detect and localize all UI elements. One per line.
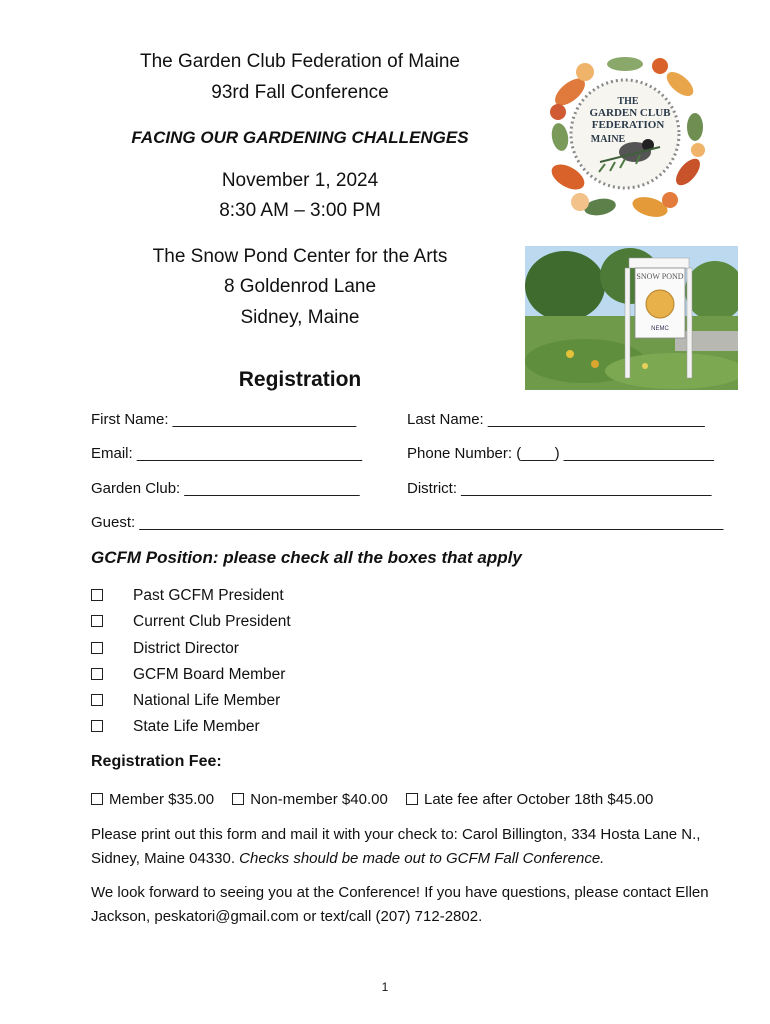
position-option-district-director[interactable] (91, 640, 239, 658)
position-label: GCFM Board Member (133, 666, 286, 683)
checkbox-icon[interactable] (91, 589, 103, 601)
fee-non-member-label: Non-member $40.00 (250, 791, 388, 808)
position-option-board-member[interactable] (91, 666, 285, 684)
checkbox-icon[interactable] (91, 694, 103, 706)
org-name: The Garden Club Federation of Maine (139, 51, 460, 72)
checkbox-icon[interactable] (91, 793, 103, 805)
checkbox-icon[interactable] (406, 793, 418, 805)
fee-late-label: Late fee after October 18th $45.00 (423, 791, 654, 808)
mail-text: Please print out this form and mail it with your check to: Carol Billington, 334 Hosta Lane N., Sidney, Maine 04330. (91, 826, 701, 867)
venue-street: 8 Goldenrod Lane (223, 276, 377, 297)
registration-fee-heading: Registration Fee: (91, 753, 222, 770)
position-label: State Life Member (133, 718, 260, 735)
checkbox-icon[interactable] (232, 793, 244, 805)
registration-title: Registration (238, 368, 362, 391)
position-heading: GCFM Position: please check all the boxes that apply (91, 548, 522, 567)
fee-option-late[interactable] (406, 791, 653, 808)
checkbox-icon[interactable] (91, 668, 103, 680)
garden-club-field[interactable]: Garden Club: _____________________ (91, 480, 360, 497)
position-label: National Life Member (133, 692, 281, 709)
fee-option-member[interactable] (91, 791, 214, 808)
position-label: Past GCFM President (133, 587, 284, 604)
position-option-past-president[interactable] (91, 587, 284, 605)
phone-number-field[interactable]: Phone Number: (____) __________________ (407, 445, 714, 462)
guest-field[interactable]: Guest: ______________________________________________________________________ (91, 514, 724, 531)
contact-paragraph: We look forward to seeing you at the Conference! If you have questions, please contact Ellen Jackson, peskatori@gmail.com or text/call (207) 712-2802. (91, 884, 709, 925)
position-label: District Director (133, 640, 239, 657)
event-name: 93rd Fall Conference (211, 82, 389, 103)
logo-text-federation: FEDERATION (591, 119, 665, 131)
mail-instructions (91, 823, 731, 871)
last-name-field[interactable]: Last Name: __________________________ (407, 411, 705, 428)
sign-subtext: NEMC (651, 326, 669, 332)
garden-club-logo (540, 52, 710, 222)
logo-text-the: THE (617, 96, 639, 107)
venue-city: Sidney, Maine (240, 307, 360, 328)
position-option-national-life-member[interactable] (91, 692, 280, 710)
district-field[interactable]: District: ______________________________ (407, 480, 712, 497)
page-number: 1 (381, 980, 389, 994)
venue-name: The Snow Pond Center for the Arts (152, 246, 448, 267)
fee-option-non-member[interactable] (232, 791, 388, 808)
event-time: 8:30 AM – 3:00 PM (219, 200, 381, 221)
event-date: November 1, 2024 (221, 170, 379, 191)
checkbox-icon[interactable] (91, 615, 103, 627)
fee-member-label: Member $35.00 (109, 791, 215, 808)
position-label: Current Club President (133, 613, 291, 630)
position-option-current-club-president[interactable] (91, 613, 291, 631)
checkbox-icon[interactable] (91, 642, 103, 654)
logo-text-garden-club: GARDEN CLUB (589, 107, 671, 119)
email-field[interactable]: Email: ___________________________ (91, 445, 363, 462)
logo-text-maine: MAINE (590, 134, 626, 145)
sign-text: SNOW POND (636, 272, 684, 281)
position-option-state-life-member[interactable] (91, 718, 260, 736)
conference-theme: FACING OUR GARDENING CHALLENGES (131, 128, 469, 147)
check-payable-note: Checks should be made out to GCFM Fall Conference. (239, 850, 605, 867)
fee-options (91, 791, 653, 808)
checkbox-icon[interactable] (91, 720, 103, 732)
first-name-field[interactable]: First Name: ______________________ (91, 411, 357, 428)
